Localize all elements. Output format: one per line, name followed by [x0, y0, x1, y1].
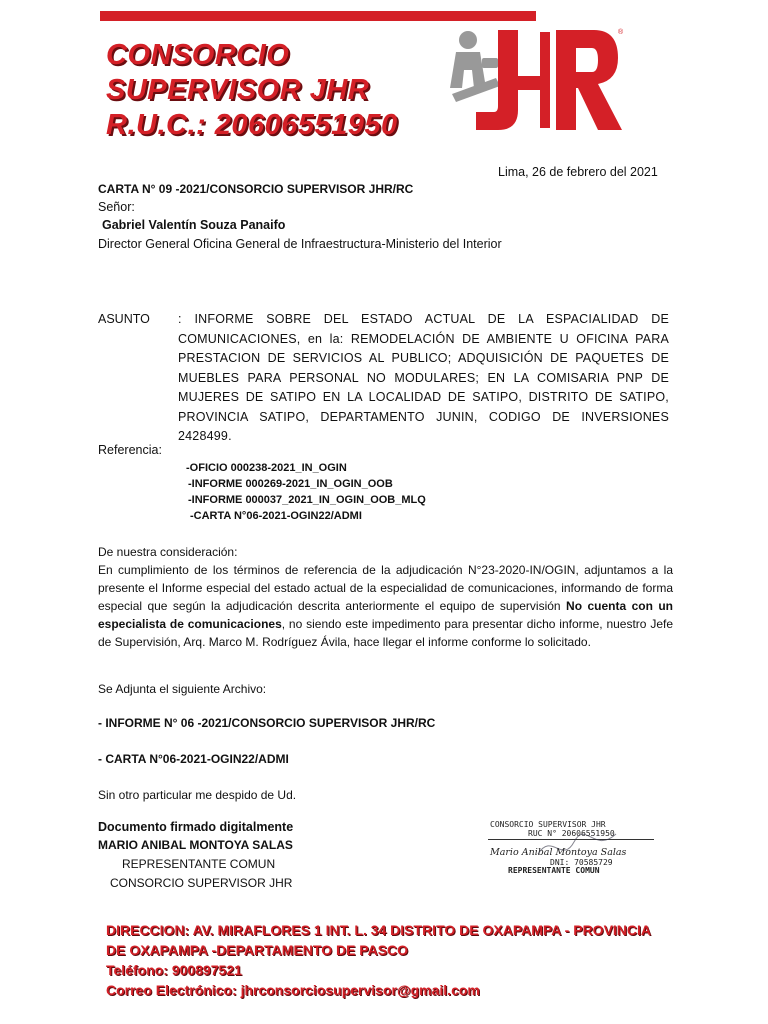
recipient-title: Director General Oficina General de Infraestructura-Ministerio del Interior: [98, 237, 502, 251]
signer-company: CONSORCIO SUPERVISOR JHR: [110, 876, 293, 890]
letter-date: Lima, 26 de febrero del 2021: [498, 165, 658, 179]
closing-text: Sin otro particular me despido de Ud.: [98, 788, 297, 802]
salutation: Señor:: [98, 200, 135, 214]
body-paragraph: [98, 561, 673, 651]
asunto-label: ASUNTO: [98, 312, 150, 326]
body-text-bold: No cuenta con un especialista de comunicaciones: [98, 599, 673, 631]
signature-stamp: [488, 820, 658, 874]
recipient-name: Gabriel Valentín Souza Panaifo: [102, 218, 286, 232]
company-name-line1: CONSORCIO: [106, 39, 290, 71]
signer-name: MARIO ANIBAL MONTOYA SALAS: [98, 838, 293, 852]
footer-address-line2: DE OXAPAMPA -DEPARTAMENTO DE PASCO: [106, 942, 409, 958]
body-text-part1: En cumplimiento de los términos de referencia de la adjudicación N°23-2020-IN/OGIN, adjuntamos a la presente el Informe especial del estado actual de la especialidad de comunicaciones, informando de forma especial que según la adjudicación descrita anteriormente el equipo de supervisión: [98, 563, 673, 613]
attachment-item: - CARTA N°06-2021-OGIN22/ADMI: [98, 752, 289, 766]
footer-address-line1: DIRECCION: AV. MIRAFLORES 1 INT. L. 34 DISTRITO DE OXAPAMPA - PROVINCIA: [106, 922, 652, 938]
handwritten-signature-scribble: [532, 824, 622, 868]
signer-role: REPRESENTANTE COMUN: [122, 857, 276, 871]
svg-text:®: ®: [618, 29, 624, 36]
company-header: [106, 38, 398, 143]
referencia-item: -OFICIO 000238-2021_IN_OGIN: [186, 462, 347, 474]
letter-reference-code: CARTA N° 09 -2021/CONSORCIO SUPERVISOR JHR/RC: [98, 182, 414, 196]
stamp-company: CONSORCIO SUPERVISOR JHR: [490, 820, 606, 829]
company-ruc: R.U.C.: 20606551950: [106, 109, 398, 141]
attachment-item: - INFORME N° 06 -2021/CONSORCIO SUPERVISOR JHR/RC: [98, 716, 436, 730]
footer-phone: Teléfono: 900897521: [106, 962, 242, 978]
footer-email: Correo Electrónico: jhrconsorciosupervisor@gmail.com: [106, 982, 480, 998]
referencia-item: -CARTA N°06-2021-OGIN22/ADMI: [190, 510, 362, 522]
asunto-text: : INFORME SOBRE DEL ESTADO ACTUAL DE LA ESPACIALIDAD DE COMUNICACIONES, en la: REMODELACIÓN DE AMBIENTE U OFICINA PARA PRESTACION DE SERVICIOS AL PUBLICO; ADQUISICIÓN DE PAQUETES DE MUEBLES PARA PERSONAL NO MODULARES; EN LA COMISARIA PNP DE MUJERES DE SATIPO EN LA LOCALIDAD DE SATIPO, DISTRITO DE SATIPO, PROVINCIA SATIPO, DEPARTAMENTO JUNIN, CODIGO DE INVERSIONES 2428499.: [178, 312, 669, 443]
signed-digitally-note: Documento firmado digitalmente: [98, 820, 294, 834]
consideracion-heading: De nuestra consideración:: [98, 545, 238, 559]
footer-contact: [106, 920, 651, 1000]
stamp-signature: Mario Anibal Montoya Salas: [490, 847, 627, 858]
stamp-role: REPRESENTANTE COMUN: [508, 866, 600, 875]
referencia-label: Referencia:: [98, 443, 162, 457]
stamp-ruc: RUC N° 20606551950: [528, 829, 615, 838]
adjunta-heading: Se Adjunta el siguiente Archivo:: [98, 682, 267, 696]
stamp-dni: DNI: 70585729: [550, 858, 613, 867]
referencia-item: -INFORME 000037_2021_IN_OGIN_OOB_MLQ: [188, 494, 426, 506]
company-logo: [446, 18, 626, 142]
referencia-item: -INFORME 000269-2021_IN_OGIN_OOB: [188, 478, 393, 490]
body-text-part2: , no siendo este impedimento para presentar dicho informe, nuestro Jefe de Supervisión, Arq. Marco M. Rodríguez Ávila, hace llegar el informe conforme lo solicitado.: [98, 617, 673, 649]
company-name-line2: SUPERVISOR JHR: [106, 74, 370, 106]
